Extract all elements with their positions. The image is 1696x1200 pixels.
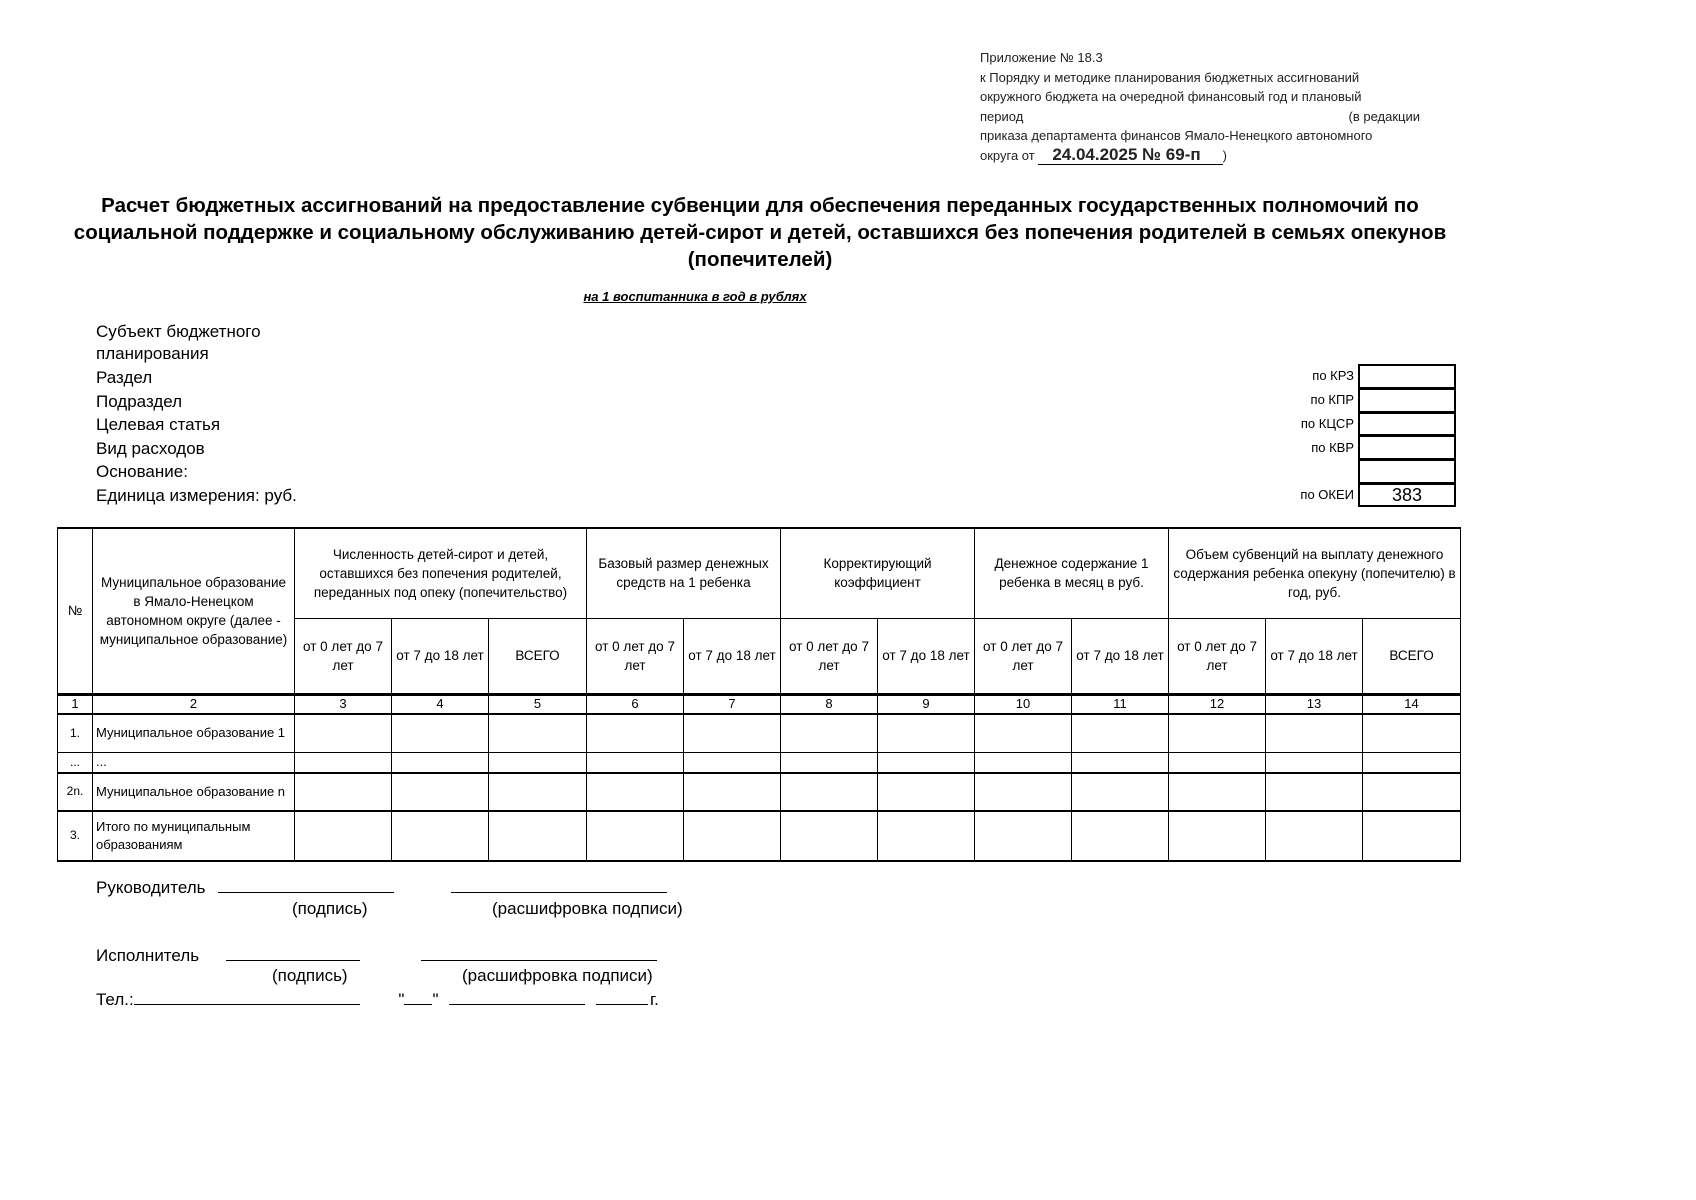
data-cell[interactable] bbox=[684, 811, 781, 861]
code-label-kpr: по КПР bbox=[1310, 392, 1354, 408]
row-municipality-name: Муниципальное образование 1 bbox=[93, 714, 295, 752]
data-cell[interactable] bbox=[975, 773, 1072, 811]
column-numbers-row bbox=[58, 694, 1461, 714]
data-cell[interactable] bbox=[1363, 811, 1461, 861]
data-cell[interactable] bbox=[489, 773, 587, 811]
column-number: 8 bbox=[781, 694, 878, 714]
data-cell[interactable] bbox=[684, 714, 781, 752]
row-number: 2n. bbox=[58, 773, 93, 811]
data-cell[interactable] bbox=[1169, 811, 1266, 861]
table-row bbox=[58, 773, 1461, 811]
column-number: 11 bbox=[1072, 694, 1169, 714]
column-number: 9 bbox=[878, 694, 975, 714]
code-row-basis bbox=[1230, 459, 1458, 483]
unit-label: Единица измерения: руб. bbox=[96, 485, 297, 505]
code-field-basis[interactable] bbox=[1358, 459, 1456, 483]
phone-field[interactable] bbox=[134, 988, 360, 1005]
data-cell[interactable] bbox=[975, 752, 1072, 773]
column-number: 10 bbox=[975, 694, 1072, 714]
subheader-age-7-18: от 7 до 18 лет bbox=[878, 618, 975, 694]
data-cell[interactable] bbox=[1266, 714, 1363, 752]
subsection-label: Подраздел bbox=[96, 391, 183, 411]
code-row-kvr bbox=[1230, 435, 1458, 459]
section-label: Раздел bbox=[96, 368, 153, 387]
data-cell[interactable] bbox=[587, 752, 684, 773]
code-label-okei: по ОКЕИ bbox=[1300, 487, 1354, 503]
data-cell[interactable] bbox=[1266, 773, 1363, 811]
data-cell[interactable] bbox=[295, 773, 392, 811]
data-cell[interactable] bbox=[392, 752, 489, 773]
data-cell[interactable] bbox=[1169, 714, 1266, 752]
data-cell[interactable] bbox=[489, 714, 587, 752]
subheader-total: ВСЕГО bbox=[1363, 618, 1461, 694]
head-signature-line bbox=[96, 876, 667, 898]
data-cell[interactable] bbox=[392, 773, 489, 811]
data-cell[interactable] bbox=[975, 714, 1072, 752]
phone-label: Тел.: bbox=[96, 990, 134, 1009]
executor-signature-line bbox=[96, 944, 657, 966]
subheader-age-7-18: от 7 до 18 лет bbox=[684, 618, 781, 694]
executor-decoding-caption: (расшифровка подписи) bbox=[462, 966, 653, 985]
table-row bbox=[58, 714, 1461, 752]
code-label-kvr: по КВР bbox=[1311, 439, 1354, 455]
code-field-kpr[interactable] bbox=[1358, 388, 1456, 412]
data-cell[interactable] bbox=[489, 811, 587, 861]
appendix-period: период bbox=[980, 108, 1024, 124]
date-quote-open: " bbox=[398, 990, 405, 1009]
data-cell[interactable] bbox=[392, 714, 489, 752]
header-monthly-allowance: Денежное содержание 1 ребенка в месяц в руб. bbox=[975, 528, 1169, 618]
row-municipality-name: Муниципальное образование n bbox=[93, 773, 295, 811]
appendix-edition: (в редакции bbox=[1348, 108, 1420, 124]
data-cell[interactable] bbox=[781, 773, 878, 811]
target-label: Целевая статья bbox=[96, 415, 221, 434]
document-subtitle: на 1 воспитанника в год в рублях bbox=[583, 289, 807, 304]
subheader-age-7-18: от 7 до 18 лет bbox=[1072, 618, 1169, 694]
header-number: № bbox=[58, 528, 93, 694]
subject-label: Субъект бюджетного планирования bbox=[96, 322, 261, 363]
subheader-age-0-7: от 0 лет до 7 лет bbox=[975, 618, 1072, 694]
code-field-kvr[interactable] bbox=[1358, 435, 1456, 459]
code-boxes bbox=[1230, 364, 1458, 507]
data-cell[interactable] bbox=[1072, 752, 1169, 773]
code-row-kcsr bbox=[1230, 412, 1458, 436]
date-year-field[interactable] bbox=[596, 988, 648, 1005]
code-field-kcsr[interactable] bbox=[1358, 412, 1456, 436]
data-cell[interactable] bbox=[587, 811, 684, 861]
meta-labels bbox=[96, 321, 456, 507]
appendix-line-5: приказа департамента финансов Ямало-Ненецкого автономного bbox=[980, 128, 1373, 143]
data-cell[interactable] bbox=[781, 811, 878, 861]
data-cell[interactable] bbox=[1072, 773, 1169, 811]
data-cell[interactable] bbox=[878, 752, 975, 773]
appendix-line-1: Приложение № 18.3 bbox=[980, 50, 1103, 65]
data-cell[interactable] bbox=[295, 811, 392, 861]
data-cell[interactable] bbox=[1072, 811, 1169, 861]
header-children-count: Численность детей-сирот и детей, оставшихся без попечения родителей, переданных под опеку (попечительство) bbox=[295, 528, 587, 618]
column-number: 1 bbox=[58, 694, 93, 714]
data-cell[interactable] bbox=[295, 714, 392, 752]
subheader-age-7-18: от 7 до 18 лет bbox=[1266, 618, 1363, 694]
column-number: 6 bbox=[587, 694, 684, 714]
data-cell[interactable] bbox=[781, 752, 878, 773]
executor-label: Исполнитель bbox=[96, 946, 200, 965]
subheader-age-0-7: от 0 лет до 7 лет bbox=[781, 618, 878, 694]
data-cell[interactable] bbox=[1266, 811, 1363, 861]
row-number: 1. bbox=[58, 714, 93, 752]
data-cell[interactable] bbox=[1363, 752, 1461, 773]
order-date: 24.04.2025 № 69-п bbox=[1038, 146, 1222, 165]
appendix-line-4 bbox=[980, 107, 1420, 127]
column-number: 14 bbox=[1363, 694, 1461, 714]
data-cell[interactable] bbox=[684, 752, 781, 773]
column-number: 5 bbox=[489, 694, 587, 714]
executor-decoding-field[interactable] bbox=[421, 944, 657, 961]
data-cell[interactable] bbox=[781, 714, 878, 752]
data-cell[interactable] bbox=[878, 773, 975, 811]
code-field-okei[interactable]: 383 bbox=[1358, 483, 1456, 507]
appendix-line-6 bbox=[980, 146, 1450, 166]
subheader-age-7-18: от 7 до 18 лет bbox=[392, 618, 489, 694]
code-row-kpr bbox=[1230, 388, 1458, 412]
data-cell[interactable] bbox=[1266, 752, 1363, 773]
basis-label: Основание: bbox=[96, 462, 188, 481]
executor-signature-caption: (подпись) bbox=[272, 966, 348, 985]
column-number: 12 bbox=[1169, 694, 1266, 714]
date-month-field[interactable] bbox=[449, 988, 585, 1005]
appendix-header bbox=[980, 48, 1450, 165]
date-quote-close: " bbox=[432, 990, 439, 1009]
appendix-line-2: к Порядку и методике планирования бюджетных ассигнований bbox=[980, 69, 1360, 85]
phone-date-line bbox=[96, 988, 659, 1010]
data-cell[interactable] bbox=[975, 811, 1072, 861]
code-label-krz: по КРЗ bbox=[1312, 368, 1354, 384]
row-total-label: Итого по муниципальным образованиям bbox=[93, 811, 295, 861]
data-cell[interactable] bbox=[295, 752, 392, 773]
subheader-age-0-7: от 0 лет до 7 лет bbox=[295, 618, 392, 694]
data-cell[interactable] bbox=[1363, 773, 1461, 811]
calculation-table bbox=[57, 527, 1461, 862]
table-total-row bbox=[58, 811, 1461, 861]
data-cell[interactable] bbox=[587, 714, 684, 752]
column-number: 7 bbox=[684, 694, 781, 714]
data-cell[interactable] bbox=[878, 811, 975, 861]
head-decoding-field[interactable] bbox=[451, 876, 667, 893]
subheader-age-0-7: от 0 лет до 7 лет bbox=[587, 618, 684, 694]
header-municipality: Муниципальное образование в Ямало-Ненецком автономном округе (далее - муниципальное образование) bbox=[93, 528, 295, 694]
code-field-krz[interactable] bbox=[1358, 364, 1456, 388]
code-row-krz bbox=[1230, 364, 1458, 388]
appendix-date-suffix: ) bbox=[1222, 147, 1227, 163]
column-number: 3 bbox=[295, 694, 392, 714]
data-cell[interactable] bbox=[684, 773, 781, 811]
subheader-age-0-7: от 0 лет до 7 лет bbox=[1169, 618, 1266, 694]
data-cell[interactable] bbox=[1169, 752, 1266, 773]
row-municipality-name: ... bbox=[93, 752, 295, 773]
header-coefficient: Корректирующий коэффициент bbox=[781, 528, 975, 618]
document-title: Расчет бюджетных ассигнований на предоставление субвенции для обеспечения переданных государственных полномочий по социальной поддержке и социальному обслуживанию детей-сирот и детей, оставшихся без попечения родителей в семьях опекунов (попечителей) bbox=[73, 194, 1447, 271]
data-cell[interactable] bbox=[1363, 714, 1461, 752]
data-cell[interactable] bbox=[489, 752, 587, 773]
data-cell[interactable] bbox=[1072, 714, 1169, 752]
date-day-field[interactable] bbox=[404, 988, 432, 1005]
head-label: Руководитель bbox=[96, 878, 206, 897]
data-cell[interactable] bbox=[392, 811, 489, 861]
head-signature-caption: (подпись) bbox=[292, 899, 368, 918]
column-number: 4 bbox=[392, 694, 489, 714]
header-base-amount: Базовый размер денежных средств на 1 ребенка bbox=[587, 528, 781, 618]
column-number: 13 bbox=[1266, 694, 1363, 714]
executor-signature-field[interactable] bbox=[226, 944, 360, 961]
head-decoding-caption: (расшифровка подписи) bbox=[492, 899, 683, 918]
column-number: 2 bbox=[93, 694, 295, 714]
code-row-okei bbox=[1230, 483, 1458, 507]
row-number: 3. bbox=[58, 811, 93, 861]
data-cell[interactable] bbox=[587, 773, 684, 811]
header-subvention-volume: Объем субвенций на выплату денежного содержания ребенка опекуну (попечителю) в год, руб. bbox=[1169, 528, 1461, 618]
expense-type-label: Вид расходов bbox=[96, 438, 205, 458]
appendix-line-3: окружного бюджета на очередной финансовый год и плановый bbox=[980, 89, 1362, 104]
code-label-kcsr: по КЦСР bbox=[1300, 415, 1354, 431]
appendix-date-prefix: округа от bbox=[980, 147, 1035, 163]
data-cell[interactable] bbox=[878, 714, 975, 752]
head-signature-field[interactable] bbox=[218, 876, 394, 893]
data-cell[interactable] bbox=[1169, 773, 1266, 811]
year-suffix: г. bbox=[649, 990, 659, 1009]
row-number: ... bbox=[58, 752, 93, 773]
subheader-total: ВСЕГО bbox=[489, 618, 587, 694]
table-row bbox=[58, 752, 1461, 773]
